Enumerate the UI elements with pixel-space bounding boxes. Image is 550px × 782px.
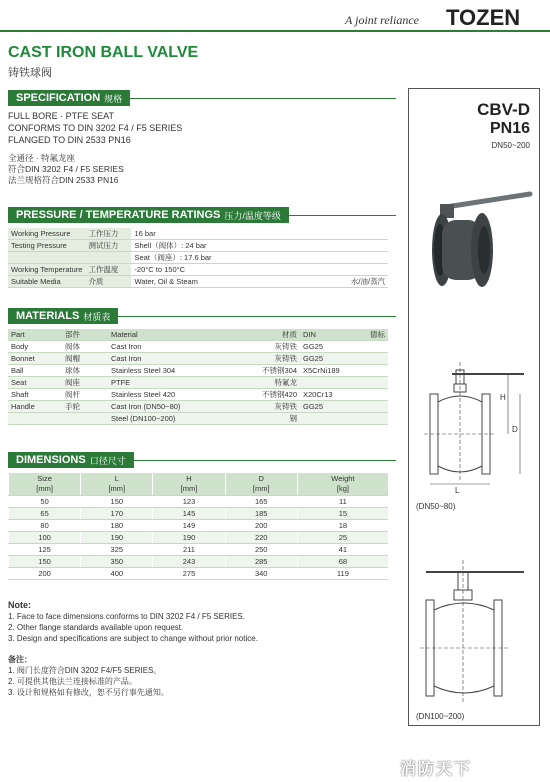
col-header: L [mm] (81, 473, 153, 496)
cell: Stainless Steel 420 (108, 389, 234, 401)
dim-label-h: H (500, 393, 506, 402)
pt-table (8, 228, 388, 288)
col-header: Size [mm] (9, 473, 81, 496)
materials-section-header (8, 308, 396, 324)
cell: 190 (81, 532, 153, 544)
table-row (9, 556, 389, 568)
brand-tagline: A joint reliance (345, 13, 419, 27)
cell: 68 (297, 556, 388, 568)
spec-line: FLANGED TO DIN 2533 PN16 (8, 135, 131, 145)
table-row (9, 496, 389, 508)
pt-label: Testing Pressure (8, 240, 85, 252)
table-row (8, 365, 388, 377)
spec-en-block (8, 110, 182, 146)
cell: Bonnet (8, 353, 62, 365)
pt-label: Suitable Media (8, 276, 85, 288)
pt-extra (304, 264, 388, 276)
cell: 285 (225, 556, 297, 568)
cell: Steel (DN100~200) (108, 413, 234, 425)
materials-table (8, 329, 388, 425)
cell: 15 (297, 508, 388, 520)
note-line: 3. Design and specifications are subject to change without prior notice. (8, 634, 258, 643)
spec-line: CONFORMS TO DIN 3202 F4 / F5 SERIES (8, 123, 183, 133)
notes-cn-heading: 备注： (8, 655, 32, 664)
notes-heading: Note: (8, 600, 31, 610)
cell: 100 (9, 532, 81, 544)
pt-extra (304, 240, 388, 252)
cell: 250 (225, 544, 297, 556)
cell: 阀座 (62, 377, 108, 389)
table-header-row (8, 329, 388, 341)
col-header: H [mm] (153, 473, 225, 496)
table-row (8, 377, 388, 389)
col-header: 德标 (342, 329, 388, 341)
page-subtitle: 铸铁球阀 (8, 67, 52, 79)
header-divider (0, 30, 550, 32)
cell: 阀杆 (62, 389, 108, 401)
table-row (9, 508, 389, 520)
pt-value: Seat（阀座）: 17.6 bar (131, 252, 304, 264)
notes-cn-block (8, 654, 169, 698)
cell: Body (8, 341, 62, 353)
table-header-row (9, 473, 389, 496)
cell: 灰铸铁 (234, 401, 300, 413)
table-row (8, 252, 388, 264)
cell: Ball (8, 365, 62, 377)
caption-dn100-200: (DN100~200) (416, 712, 465, 721)
note-line: 3. 设计和规格如有修改，恕不另行事先通知。 (8, 688, 169, 697)
cell: 220 (225, 532, 297, 544)
pt-section-header (8, 207, 396, 223)
table-row (9, 520, 389, 532)
table-row (8, 276, 388, 288)
col-header: 材质 (234, 329, 300, 341)
pt-heading: PRESSURE / TEMPERATURE RATINGS (16, 209, 221, 221)
cell: 170 (81, 508, 153, 520)
pt-value: Shell（阀体）: 24 bar (131, 240, 304, 252)
note-line: 2. 可提供其他法兰连接标准的产品。 (8, 677, 137, 686)
table-row (9, 544, 389, 556)
pt-extra (304, 228, 388, 240)
cell: 不锈钢304 (234, 365, 300, 377)
table-row (8, 353, 388, 365)
pt-extra: 水/油/蒸汽 (304, 276, 388, 288)
cell: 灰铸铁 (234, 341, 300, 353)
cell: 50 (9, 496, 81, 508)
table-row (9, 568, 389, 580)
pt-label: Working Temperature (8, 264, 85, 276)
table-row (8, 264, 388, 276)
cell: 150 (9, 556, 81, 568)
cell: 165 (225, 496, 297, 508)
cell: Seat (8, 377, 62, 389)
table-row (8, 401, 388, 413)
cell: X5CrNi189 (300, 365, 388, 377)
dim-label-d: D (512, 425, 518, 434)
spec-line: 全通径 · 特氟龙座 (8, 153, 76, 163)
table-row (8, 341, 388, 353)
cell: 125 (9, 544, 81, 556)
cell: 180 (81, 520, 153, 532)
pt-label: Working Pressure (8, 228, 85, 240)
pt-heading-cn: 压力/温度等级 (224, 210, 281, 221)
cell: 阀帽 (62, 353, 108, 365)
note-line: 2. Other flange standards available upon request. (8, 623, 184, 632)
col-header: Material (108, 329, 234, 341)
cell: 145 (153, 508, 225, 520)
dimensions-section-header (8, 452, 396, 468)
col-header: D [mm] (225, 473, 297, 496)
watermark: 消防天下 (400, 761, 473, 778)
materials-heading: MATERIALS (16, 310, 80, 322)
cell: GG25 (300, 401, 388, 413)
cell: 特氟龙 (234, 377, 300, 389)
cell: 275 (153, 568, 225, 580)
drawing-dn100-200 (412, 556, 536, 706)
cell: 340 (225, 568, 297, 580)
valve-photo (412, 180, 536, 290)
product-model: CBV-D (477, 100, 530, 119)
spec-heading-cn: 规格 (104, 93, 123, 104)
pt-value: Water, Oil & Steam (131, 276, 304, 288)
caption-dn50-80: (DN50~80) (416, 502, 456, 511)
spec-section-header (8, 90, 396, 106)
cell: 不锈钢420 (234, 389, 300, 401)
cell: Stainless Steel 304 (108, 365, 234, 377)
cell: 65 (9, 508, 81, 520)
cell: Cast Iron (DN50~80) (108, 401, 234, 413)
pt-label-cn: 测试压力 (85, 240, 131, 252)
cell: 25 (297, 532, 388, 544)
cell (8, 413, 62, 425)
pt-label-cn: 介质 (85, 276, 131, 288)
spec-line: FULL BORE · PTFE SEAT (8, 111, 115, 121)
dimensions-heading: DIMENSIONS (16, 454, 86, 466)
cell: 灰铸铁 (234, 353, 300, 365)
col-header: DIN (300, 329, 342, 341)
cell: 41 (297, 544, 388, 556)
cell: GG25 (300, 341, 388, 353)
note-line: 1. Face to face dimensions conforms to DIN 3202 F4 / F5 SERIES. (8, 612, 245, 621)
brand-logo: TOZEN (446, 5, 521, 30)
cell: 150 (81, 496, 153, 508)
materials-heading-cn: 材质表 (83, 311, 111, 322)
cell (300, 377, 388, 389)
pt-label-cn: 工作压力 (85, 228, 131, 240)
cell: 325 (81, 544, 153, 556)
cell: PTFE (108, 377, 234, 389)
cell: 钢 (234, 413, 300, 425)
cell: 400 (81, 568, 153, 580)
pt-label (8, 252, 85, 264)
dimensions-table (8, 473, 388, 580)
pt-label-cn (85, 252, 131, 264)
cell: Cast Iron (108, 341, 234, 353)
cell: 243 (153, 556, 225, 568)
table-row (8, 413, 388, 425)
spec-line: 符合DIN 3202 F4 / F5 SERIES (8, 164, 124, 174)
cell: GG25 (300, 353, 388, 365)
cell: 手轮 (62, 401, 108, 413)
cell: 80 (9, 520, 81, 532)
table-row (8, 240, 388, 252)
cell: 200 (225, 520, 297, 532)
cell: 185 (225, 508, 297, 520)
table-row (9, 532, 389, 544)
cell: Shaft (8, 389, 62, 401)
notes-block (8, 600, 258, 644)
product-size-range: DN50~200 (491, 141, 530, 150)
cell: 123 (153, 496, 225, 508)
spec-line: 法兰规格符合DIN 2533 PN16 (8, 175, 119, 185)
cell: Cast Iron (108, 353, 234, 365)
cell: Handle (8, 401, 62, 413)
spec-heading: SPECIFICATION (16, 92, 101, 104)
cell: 阀体 (62, 341, 108, 353)
cell: 119 (297, 568, 388, 580)
cell (62, 413, 108, 425)
product-pressure-nominal: PN16 (489, 120, 530, 137)
cell: 18 (297, 520, 388, 532)
page-title: CAST IRON BALL VALVE (8, 44, 199, 61)
spec-cn-block (8, 153, 124, 186)
pt-extra (304, 252, 388, 264)
cell: 200 (9, 568, 81, 580)
pt-label-cn: 工作温度 (85, 264, 131, 276)
table-row (8, 228, 388, 240)
col-header: Weight [kg] (297, 473, 388, 496)
pt-value: -20°C to 150°C (131, 264, 304, 276)
col-header: Part (8, 329, 62, 341)
cell: 350 (81, 556, 153, 568)
cell: 球体 (62, 365, 108, 377)
cell: 211 (153, 544, 225, 556)
dimensions-heading-cn: 口径尺寸 (89, 455, 126, 466)
drawing-dn50-80 (412, 352, 536, 492)
cell: X20Cr13 (300, 389, 388, 401)
pt-value: 16 bar (131, 228, 304, 240)
cell: 190 (153, 532, 225, 544)
col-header: 部件 (62, 329, 108, 341)
dim-label-l: L (455, 486, 460, 495)
cell: 11 (297, 496, 388, 508)
cell (300, 413, 388, 425)
note-line: 1. 阀门长度符合DIN 3202 F4/F5 SERIES。 (8, 666, 162, 675)
cell: 149 (153, 520, 225, 532)
table-row (8, 389, 388, 401)
